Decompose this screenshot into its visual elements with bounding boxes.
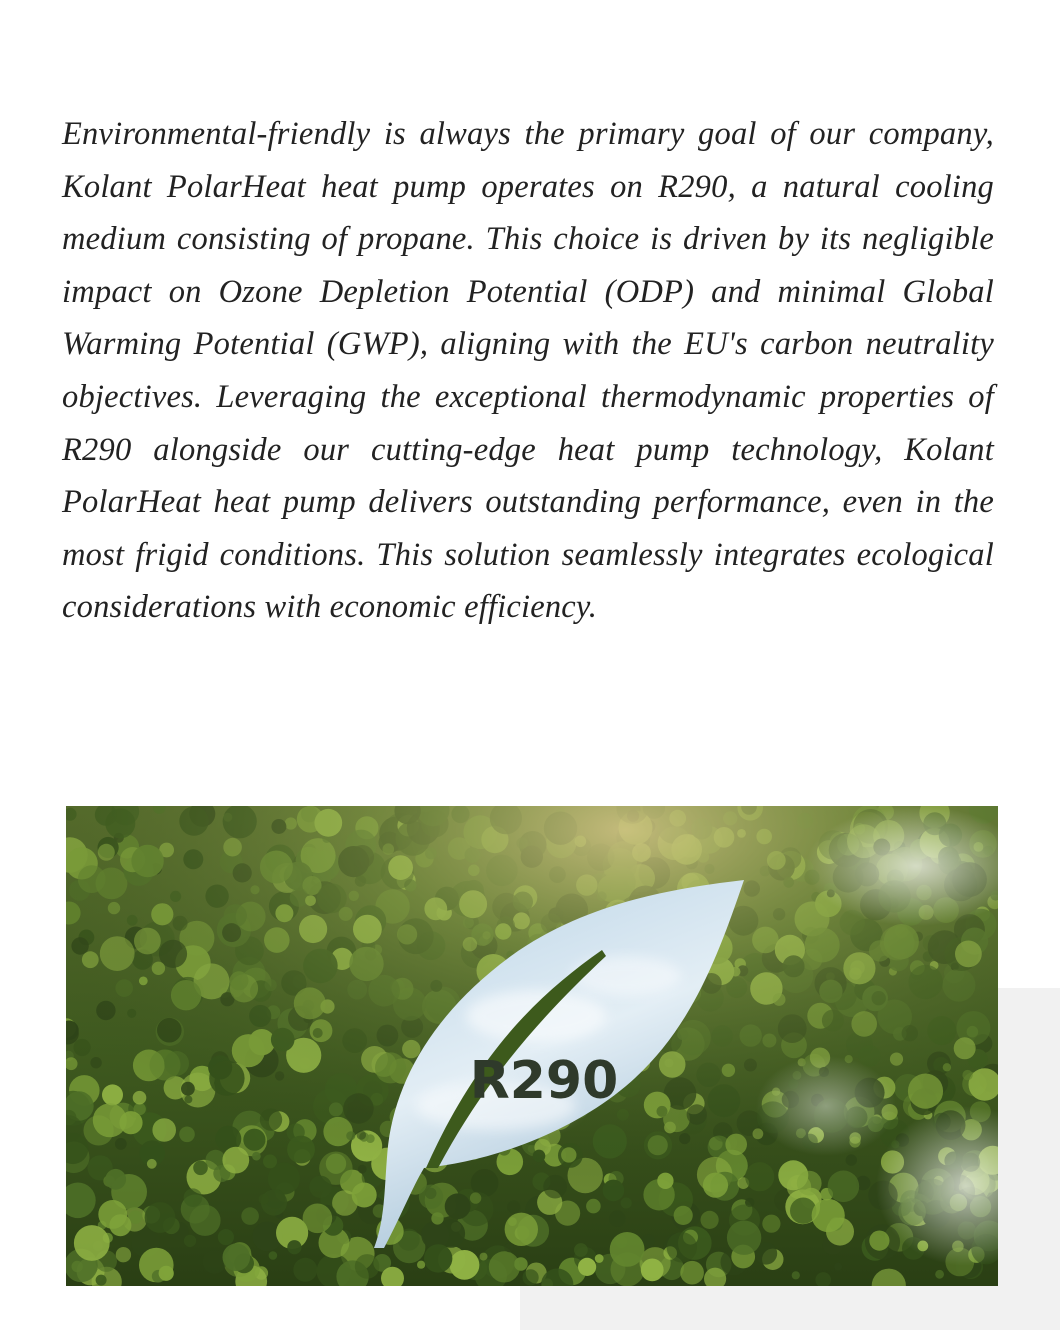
forest-leaf-image	[66, 806, 998, 1286]
forest-leaf-illustration	[66, 806, 998, 1286]
intro-paragraph: Environmental-friendly is always the primary goal of our company, Kolant PolarHeat heat pump operates on R290, a natural cooling medium consisting of propane. This choice is driven by its negligible impact on Ozone Depletion Potential (ODP) and minimal Global Warming Potential (GWP), aligning with the EU's carbon neutrality objectives. Leveraging the exceptional thermodynamic properties of R290 alongside our cutting-edge heat pump technology, Kolant PolarHeat heat pump delivers outstanding performance, even in the most frigid conditions. This solution seamlessly integrates ecological considerations with economic efficiency.	[62, 116, 994, 626]
leaf-label: R290	[469, 1051, 619, 1111]
